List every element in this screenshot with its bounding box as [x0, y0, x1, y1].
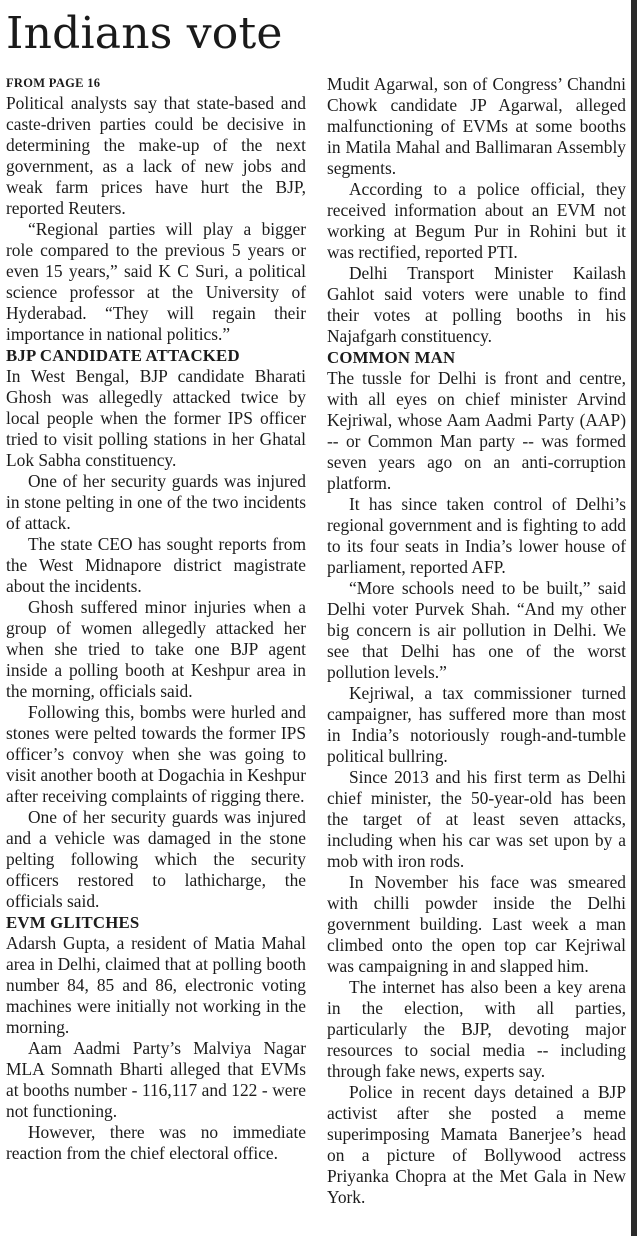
- paragraph: The state CEO has sought reports from the West Midnapore district magistrate about the incidents.: [6, 534, 306, 596]
- page-edge-rule: [631, 0, 637, 1236]
- subheading-common-man: COMMON MAN: [327, 348, 456, 367]
- article-column-right: [327, 74, 626, 1208]
- paragraph: Political analysts say that state-based and caste-driven parties could be decisive in determining the make-up of the next government, as a lack of new jobs and weak farm prices have hurt the BJP, reported Reuters.: [6, 93, 306, 218]
- subheading-evm-glitches: EVM GLITCHES: [6, 913, 140, 932]
- paragraph: Mudit Agarwal, son of Congress’ Chandni Chowk candidate JP Agarwal, alleged malfunctioning of EVMs at some booths in Matila Mahal and Ballimaran Assembly segments.: [327, 74, 626, 178]
- paragraph: Aam Aadmi Party’s Malviya Nagar MLA Somnath Bharti alleged that EVMs at booths number - 116,117 and 122 - were not functioning.: [6, 1038, 306, 1121]
- paragraph: Since 2013 and his first term as Delhi chief minister, the 50-year-old has been the target of at least seven attacks, including when his car was set upon by a mob with iron rods.: [327, 767, 626, 871]
- article-column-left: [6, 74, 306, 1164]
- paragraph: Police in recent days detained a BJP activist after she posted a meme superimposing Mamata Banerjee’s head on a picture of Bollywood actress Priyanka Chopra at the Met Gala in New York.: [327, 1082, 626, 1207]
- paragraph: Delhi Transport Minister Kailash Gahlot said voters were unable to find their votes at polling booths in his Najafgarh constituency.: [327, 263, 626, 346]
- paragraph: In November his face was smeared with chilli powder inside the Delhi government building. Last week a man climbed onto the open top car Kejriwal was campaigning in and slapped him.: [327, 872, 626, 976]
- headline: Indians vote: [6, 8, 283, 59]
- paragraph: One of her security guards was injured and a vehicle was damaged in the stone pelting following which the security officers restored to lathicharge, the officials said.: [6, 807, 306, 911]
- paragraph: The tussle for Delhi is front and centre, with all eyes on chief minister Arvind Kejriwal, whose Aam Aadmi Party (AAP) -- or Common Man party -- was formed seven years ago on an anti-corruption platform.: [327, 368, 626, 493]
- paragraph: Adarsh Gupta, a resident of Matia Mahal area in Delhi, claimed that at polling booth number 84, 85 and 86, electronic voting machines were initially not working in the morning.: [6, 933, 306, 1037]
- paragraph: According to a police official, they received information about an EVM not working at Begum Pur in Rohini but it was rectified, reported PTI.: [327, 179, 626, 262]
- paragraph: However, there was no immediate reaction from the chief electoral office.: [6, 1122, 306, 1163]
- paragraph: One of her security guards was injured in stone pelting in one of the two incidents of attack.: [6, 471, 306, 533]
- paragraph: “Regional parties will play a bigger role compared to the previous 5 years or even 15 years,” said K C Suri, a political science professor at the University of Hyderabad. “They will regain their importance in national politics.”: [6, 219, 306, 344]
- paragraph: It has since taken control of Delhi’s regional government and is fighting to add to its four seats in India’s lower house of parliament, reported AFP.: [327, 494, 626, 577]
- continuation-line: FROM PAGE 16: [6, 76, 101, 90]
- paragraph: Following this, bombs were hurled and stones were pelted towards the former IPS officer’s convoy when she was going to visit another booth at Dogachia in Keshpur after receiving complaints of rigging there.: [6, 702, 306, 806]
- paragraph: “More schools need to be built,” said Delhi voter Purvek Shah. “And my other big concern is air pollution in Delhi. We see that Delhi has one of the worst pollution levels.”: [327, 578, 626, 682]
- paragraph: Kejriwal, a tax commissioner turned campaigner, has suffered more than most in India’s notoriously rough-and-tumble political bullring.: [327, 683, 626, 766]
- paragraph: The internet has also been a key arena in the election, with all parties, particularly the BJP, devoting major resources to social media -- including through fake news, experts say.: [327, 977, 626, 1081]
- paragraph: In West Bengal, BJP candidate Bharati Ghosh was allegedly attacked twice by local people when the former IPS officer tried to visit polling stations in her Ghatal Lok Sabha constituency.: [6, 366, 306, 470]
- subheading-bjp-candidate-attacked: BJP CANDIDATE ATTACKED: [6, 346, 240, 365]
- paragraph: Ghosh suffered minor injuries when a group of women allegedly attacked her when she tried to take one BJP agent inside a polling booth at Keshpur area in the morning, officials said.: [6, 597, 306, 701]
